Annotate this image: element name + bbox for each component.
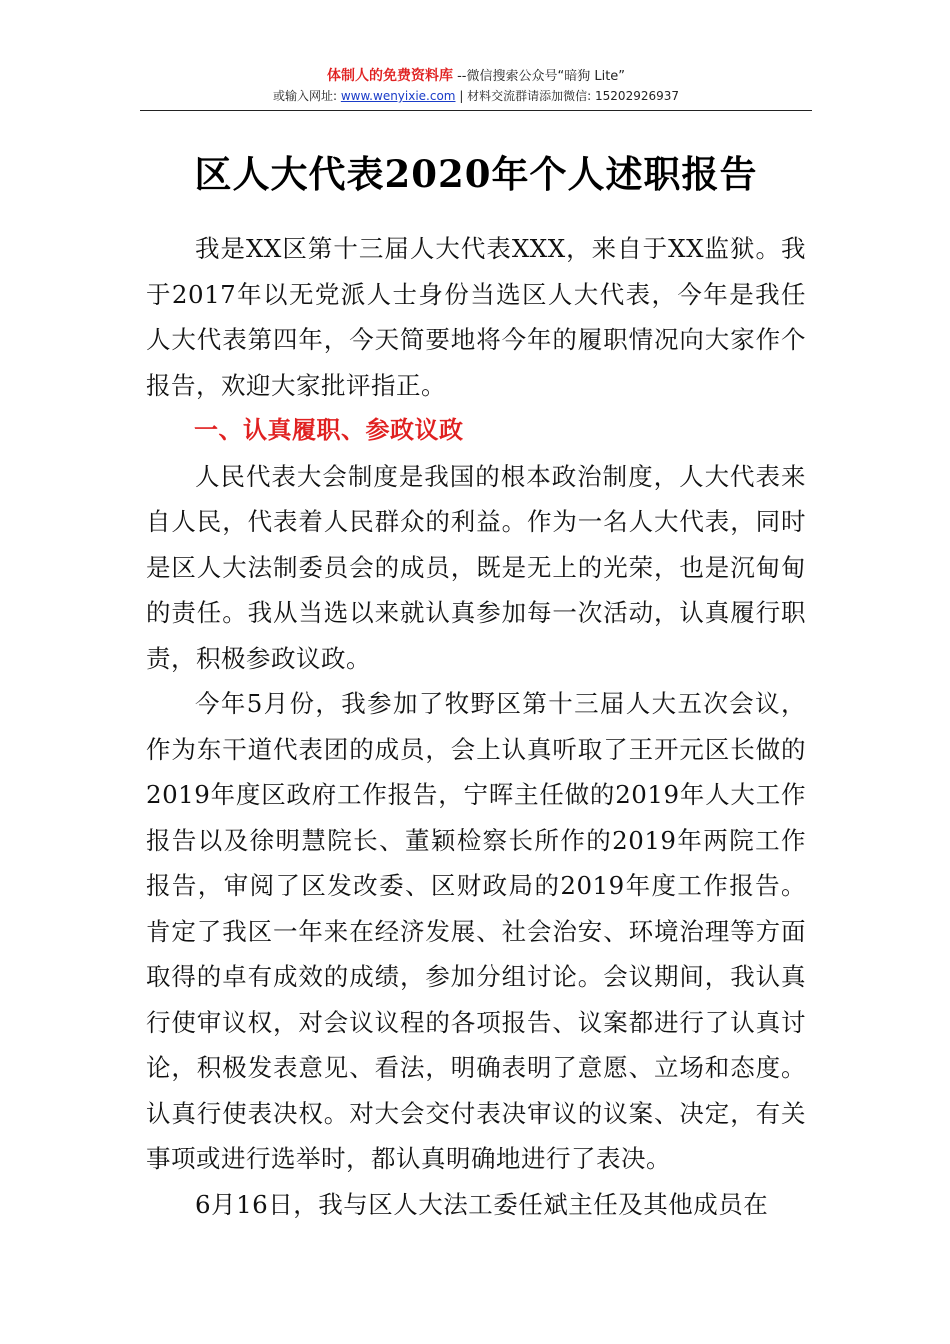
header-divider (140, 110, 812, 111)
intro-paragraph: 我是XX区第十三届人大代表XXX，来自于XX监狱。我于2017年以无党派人士身份当选区人大代表，今年是我任人大代表第四年，今天简要地将今年的履职情况向大家作个报告，欢迎大家批评指正。 (146, 234, 806, 400)
document-body (146, 226, 806, 1227)
header-url-prefix: 或输入网址: (272, 89, 341, 103)
header-line-2 (140, 87, 812, 105)
body-paragraph: 今年5月份，我参加了牧野区第十三届人大五次会议，作为东干道代表团的成员，会上认真听取了王开元区长做的2019年度区政府工作报告，宁晖主任做的2019年人大工作报告以及徐明慧院长、董颖检察长所作的2019年两院工作报告，审阅了区发改委、区财政局的2019年度工作报告。肯定了我区一年来在经济发展、社会治安、环境治理等方面取得的卓有成效的成绩，参加分组讨论。会议期间，我认真行使审议权，对会议议程的各项报告、议案都进行了认真讨论，积极发表意见、看法，明确表明了意愿、立场和态度。认真行使表决权。对大会交付表决审议的议案、决定，有关事项或进行选举时，都认真明确地进行了表决。 (146, 689, 806, 1173)
header-url-link[interactable]: www.wenyixie.com (340, 89, 456, 103)
page-header (140, 66, 812, 105)
document-title: 区人大代表2020年个人述职报告 (194, 152, 758, 196)
body-paragraph: 人民代表大会制度是我国的根本政治制度，人大代表来自人民，代表着人民群众的利益。作为一名人大代表，同时是区人大法制委员会的成员，既是无上的光荣，也是沉甸甸的责任。我从当选以来就认真参加每一次活动，认真履行职责，积极参政议政。 (146, 461, 806, 673)
header-line-1 (140, 66, 812, 87)
header-contact: | 材料交流群请添加微信: 15202926937 (455, 89, 680, 103)
section-heading: 一、认真履职、参政议政 (194, 416, 464, 444)
header-brand: 体制人的免费资料库 (326, 68, 453, 84)
header-tagline: --微信搜索公众号“暗狗 Lite” (452, 69, 626, 84)
body-paragraph: 6月16日，我与区人大法工委任斌主任及其他成员在 (195, 1189, 769, 1219)
